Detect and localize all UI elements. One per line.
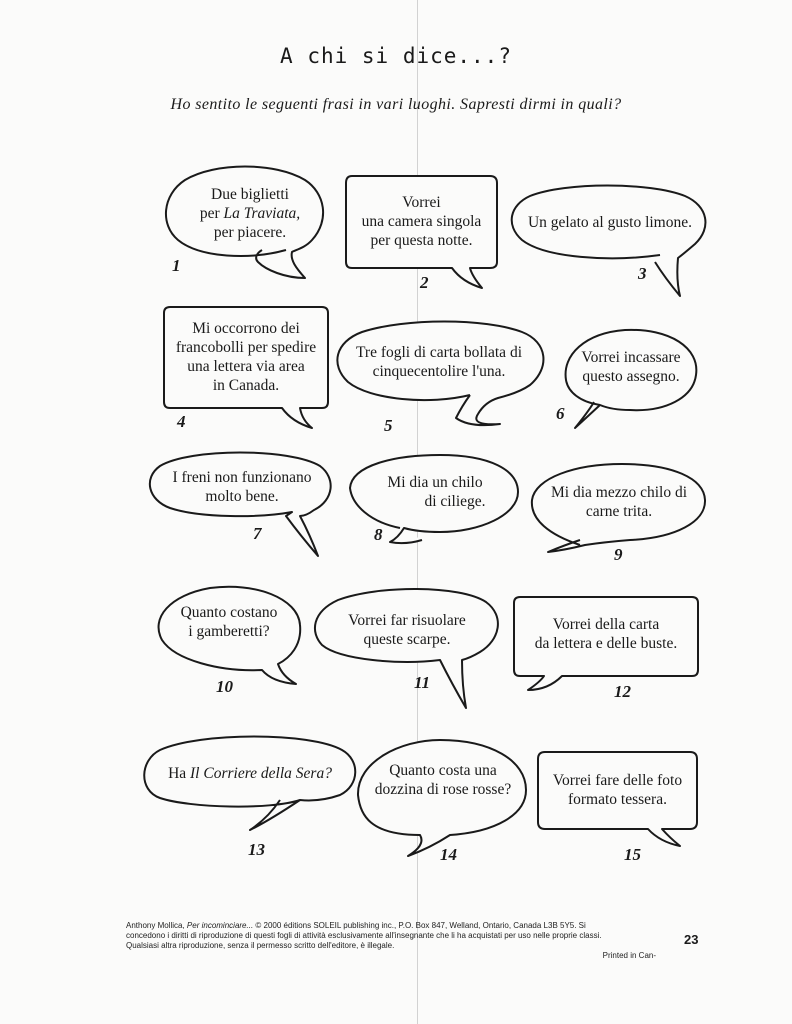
bubble-text-7 xyxy=(154,465,330,509)
bubble-text-15 xyxy=(538,768,697,812)
bubble-4-line-1: Mi occorrono dei xyxy=(192,320,300,337)
bubble-14-line-1: Quanto costa una xyxy=(389,762,497,779)
bubble-7-line-1: I freni non funzionano xyxy=(172,469,312,486)
bubble-number-9: 9 xyxy=(614,545,623,564)
bubble-text-14 xyxy=(360,758,526,802)
bubble-2-line-2: una camera singola xyxy=(361,212,482,230)
bubble-8-line-1: Mi dia un chilo xyxy=(387,474,483,491)
copyright-footer xyxy=(126,921,656,961)
bubble-number-4: 4 xyxy=(177,412,186,431)
bubble-text-12 xyxy=(514,612,698,656)
bubble-number-5: 5 xyxy=(384,416,393,435)
bubble-14-line-2: dozzina di rose rosse? xyxy=(374,781,512,798)
footer-book-title: Per incominciare... xyxy=(186,921,254,930)
bubble-number-12: 12 xyxy=(614,682,631,701)
instructions: Ho sentito le seguenti frasi in vari luoghi. Sapresti dirmi in quali? xyxy=(170,96,622,113)
bubble-number-13: 13 xyxy=(248,840,265,859)
bubble-text-4 xyxy=(164,312,328,402)
bubble-4-line-4: in Canada. xyxy=(212,377,280,394)
bubble-number-14: 14 xyxy=(440,845,457,864)
bubble-13-text: Ha Il Corriere della Sera? xyxy=(168,764,332,782)
bubble-4-line-2: francobolli per spedire xyxy=(175,339,317,356)
footer-line-1 xyxy=(126,921,656,931)
bubble-text-1 xyxy=(185,178,315,248)
bubble-9-line-2: carne trita. xyxy=(585,503,653,520)
bubble-10-line-2: i gamberetti? xyxy=(188,623,270,640)
bubble-number-15: 15 xyxy=(624,845,641,864)
bubble-text-11 xyxy=(322,608,492,652)
bubble-15-line-1: Vorrei fare delle foto xyxy=(552,772,683,789)
bubble-1-line-1: Due biglietti xyxy=(211,185,289,203)
bubble-2-line-3: per questa notte. xyxy=(370,231,473,249)
bubble-12-line-2: da lettera e delle buste. xyxy=(534,635,678,652)
bubble-1-line-3: per piacere. xyxy=(213,223,287,241)
bubble-7-line-2: molto bene. xyxy=(205,488,279,505)
bubble-4-line-3: una lettera via area xyxy=(187,358,305,375)
bubble-number-6: 6 xyxy=(556,404,565,423)
footer-publisher: © 2000 éditions SOLEIL publishing inc., P.O. Box 847, Welland, Ontario, Canada L3B 5Y5. Si xyxy=(253,921,586,930)
bubble-6-line-2: questo assegno. xyxy=(582,368,680,385)
bubble-text-13 xyxy=(150,756,350,790)
bubble-text-9 xyxy=(534,480,704,524)
bubble-text-10 xyxy=(164,600,294,644)
bubble-text-5 xyxy=(340,340,538,384)
bubble-text-3 xyxy=(510,202,710,242)
footer-line-4: Printed in Can- xyxy=(602,951,656,960)
bubble-6-line-1: Vorrei incassare xyxy=(581,349,681,366)
bubble-number-1: 1 xyxy=(172,256,181,275)
footer-author: Anthony Mollica, xyxy=(126,921,187,930)
bubble-2-line-1: Vorrei xyxy=(402,193,441,211)
bubble-number-8: 8 xyxy=(374,525,383,544)
bubble-number-2: 2 xyxy=(420,273,429,292)
bubble-text-6 xyxy=(568,345,694,389)
bubble-number-11: 11 xyxy=(414,673,431,692)
bubble-number-7: 7 xyxy=(253,524,262,543)
footer-line-2: concedono i diritti di riproduzione di questi fogli di attività esclusivamente all'insegnante che li ha acquistati per uso nelle proprie classi. xyxy=(126,931,602,940)
bubble-9-line-1: Mi dia mezzo chilo di xyxy=(550,484,688,501)
bubble-12-line-1: Vorrei della carta xyxy=(552,616,660,633)
bubble-1-line-2: per La Traviata, xyxy=(199,204,301,222)
bubble-3-line-1: Un gelato al gusto limone. xyxy=(527,213,692,231)
bubble-15-line-2: formato tessera. xyxy=(567,791,667,808)
bubble-11-line-1: Vorrei far risuolare xyxy=(348,612,466,629)
footer-line-3: Qualsiasi altra riproduzione, senza il permesso scritto dell'editore, è illegale. xyxy=(126,941,395,950)
bubble-number-3: 3 xyxy=(638,264,647,283)
bubble-10-line-1: Quanto costano xyxy=(180,604,278,621)
bubble-number-10: 10 xyxy=(216,677,233,696)
bubble-text-8 xyxy=(360,470,510,514)
bubble-11-line-2: queste scarpe. xyxy=(363,631,451,648)
bubble-text-2 xyxy=(346,180,497,262)
bubble-8-line-2: di ciliege. xyxy=(424,493,486,510)
page-title: A chi si dice...? xyxy=(280,44,512,68)
page-number: 23 xyxy=(684,932,699,947)
bubble-5-line-1: Tre fogli di carta bollata di xyxy=(355,344,522,361)
bubble-5-line-2: cinquecentolire l'una. xyxy=(372,363,506,380)
